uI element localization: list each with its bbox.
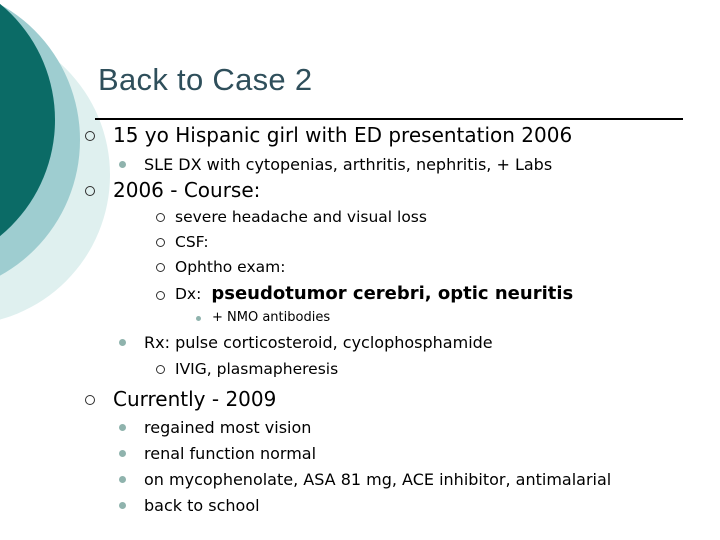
bullet-filled-icon [119,161,126,168]
bullet-hollow-icon [156,263,165,272]
bullet-renal: renal function normal [144,444,317,463]
bullet-csf: CSF: [175,233,209,251]
bullet-hollow-icon [156,365,165,374]
bullet-school: back to school [144,496,260,515]
bullet-filled-icon [119,424,126,431]
bullet-hollow-icon [85,131,95,141]
slide-title: Back to Case 2 [98,62,313,97]
bullet-filled-icon [119,476,126,483]
bullet-ophtho: Ophtho exam: [175,258,286,276]
bullet-medications: on mycophenolate, ASA 81 mg, ACE inhibitor, antimalarial [144,470,612,489]
bullet-patient-intro: 15 yo Hispanic girl with ED presentation 2006 [113,123,573,147]
bullet-filled-icon [119,502,126,509]
bullet-dx [175,283,573,304]
title-underline [95,118,683,120]
bullet-nmo: + NMO antibodies [212,310,331,325]
bullet-headache: severe headache and visual loss [175,208,427,226]
bullet-vision: regained most vision [144,418,312,437]
dx-diagnosis: pseudotumor cerebri, optic neuritis [211,283,574,304]
bullet-filled-icon [119,339,126,346]
bullet-hollow-icon [156,238,165,247]
bullet-ivig: IVIG, plasmapheresis [175,360,339,378]
bullet-hollow-icon [85,186,95,196]
bullet-course-heading: 2006 - Course: [113,178,261,202]
bullet-current-heading: Currently - 2009 [113,387,277,411]
dx-prefix: Dx: [175,285,202,303]
bullet-filled-icon [196,316,201,321]
bullet-sle-dx: SLE DX with cytopenias, arthritis, nephritis, + Labs [144,155,553,174]
bullet-hollow-icon [156,213,165,222]
bullet-hollow-icon [156,291,165,300]
bullet-hollow-icon [85,395,95,405]
bullet-filled-icon [119,450,126,457]
bullet-rx: Rx: pulse corticosteroid, cyclophosphamide [144,333,493,352]
